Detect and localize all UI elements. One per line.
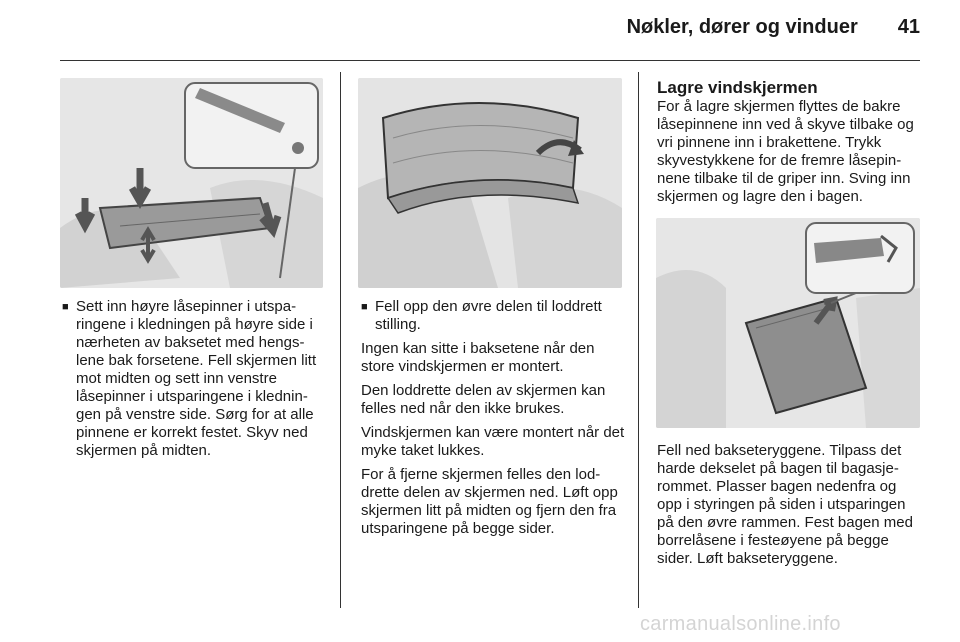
paragraph: Ingen kan sitte i baksetene når den store vindskjermen er montert.: [361, 340, 595, 375]
paragraph: Fell ned bakseteryggene. Tilpass det harde dekselet på bagen til bagasje-rommet. Plasser bagen nedenfra og opp i styringen på siden i utsparingen på den øvre rammen. Fest bagen med borrelåsene i festeøyene på begge sider. Løft bakseteryggene.: [657, 442, 913, 567]
column-3-text-lower: [657, 442, 923, 574]
page-title: Nøkler, dører og vinduer: [626, 16, 858, 38]
section-heading: Lagre vindskjermen: [657, 78, 818, 97]
instruction-bullet: [62, 298, 327, 460]
bullet-text: Sett inn høyre låsepinner i utspa-ringene i kledningen på høyre side i nærheten av baksetet med hengs-lene bak forsetene. Fell skjermen litt mot midten og sett inn venstre låsepinner i utsparingene i klednin-gen på venstre side. Sørg for at alle pinnene er korrekt festet. Skyv ned skjermen på midten.: [76, 298, 317, 459]
illustration-fold-up: [358, 78, 622, 288]
bullet-text: Fell opp den øvre delen til loddrett stilling.: [375, 298, 602, 333]
column-3-text: [657, 78, 923, 212]
square-bullet-icon: ■: [361, 301, 368, 313]
paragraph: For å fjerne skjermen felles den lod-drette delen av skjermen ned. Løft opp skjermen litt på midten og fjern den fra utsparingene på begge sider.: [361, 466, 618, 537]
illustration-store-bag: [656, 218, 920, 428]
illustration-install-pins: [60, 78, 323, 288]
illustration-store-bag-svg: [656, 218, 920, 428]
illustration-install-pins-svg: [60, 78, 323, 288]
column-divider-1: [340, 72, 341, 608]
illustration-fold-up-svg: [358, 78, 622, 288]
square-bullet-icon: ■: [62, 301, 69, 313]
paragraph: Den loddrette delen av skjermen kan felles ned når den ikke brukes.: [361, 382, 606, 417]
page-number: 41: [897, 16, 920, 38]
paragraph: For å lagre skjermen flyttes de bakre låsepinnene inn ved å skyve tilbake og vri pinnene inn i brakettene. Trykk skyvestykkene for de fremre låsepin-nene tilbake til de griper inn. Sving inn skjermen og lagre den i bagen.: [657, 98, 914, 205]
column-divider-2: [638, 72, 639, 608]
page-header: [627, 16, 920, 39]
watermark: carmanualsonline.info: [640, 613, 841, 635]
header-rule: [60, 60, 920, 61]
paragraph: Vindskjermen kan være montert når det myke taket lukkes.: [361, 424, 625, 459]
column-2-text: [361, 298, 625, 544]
instruction-bullet: [361, 298, 625, 334]
column-1-text: [62, 298, 327, 466]
